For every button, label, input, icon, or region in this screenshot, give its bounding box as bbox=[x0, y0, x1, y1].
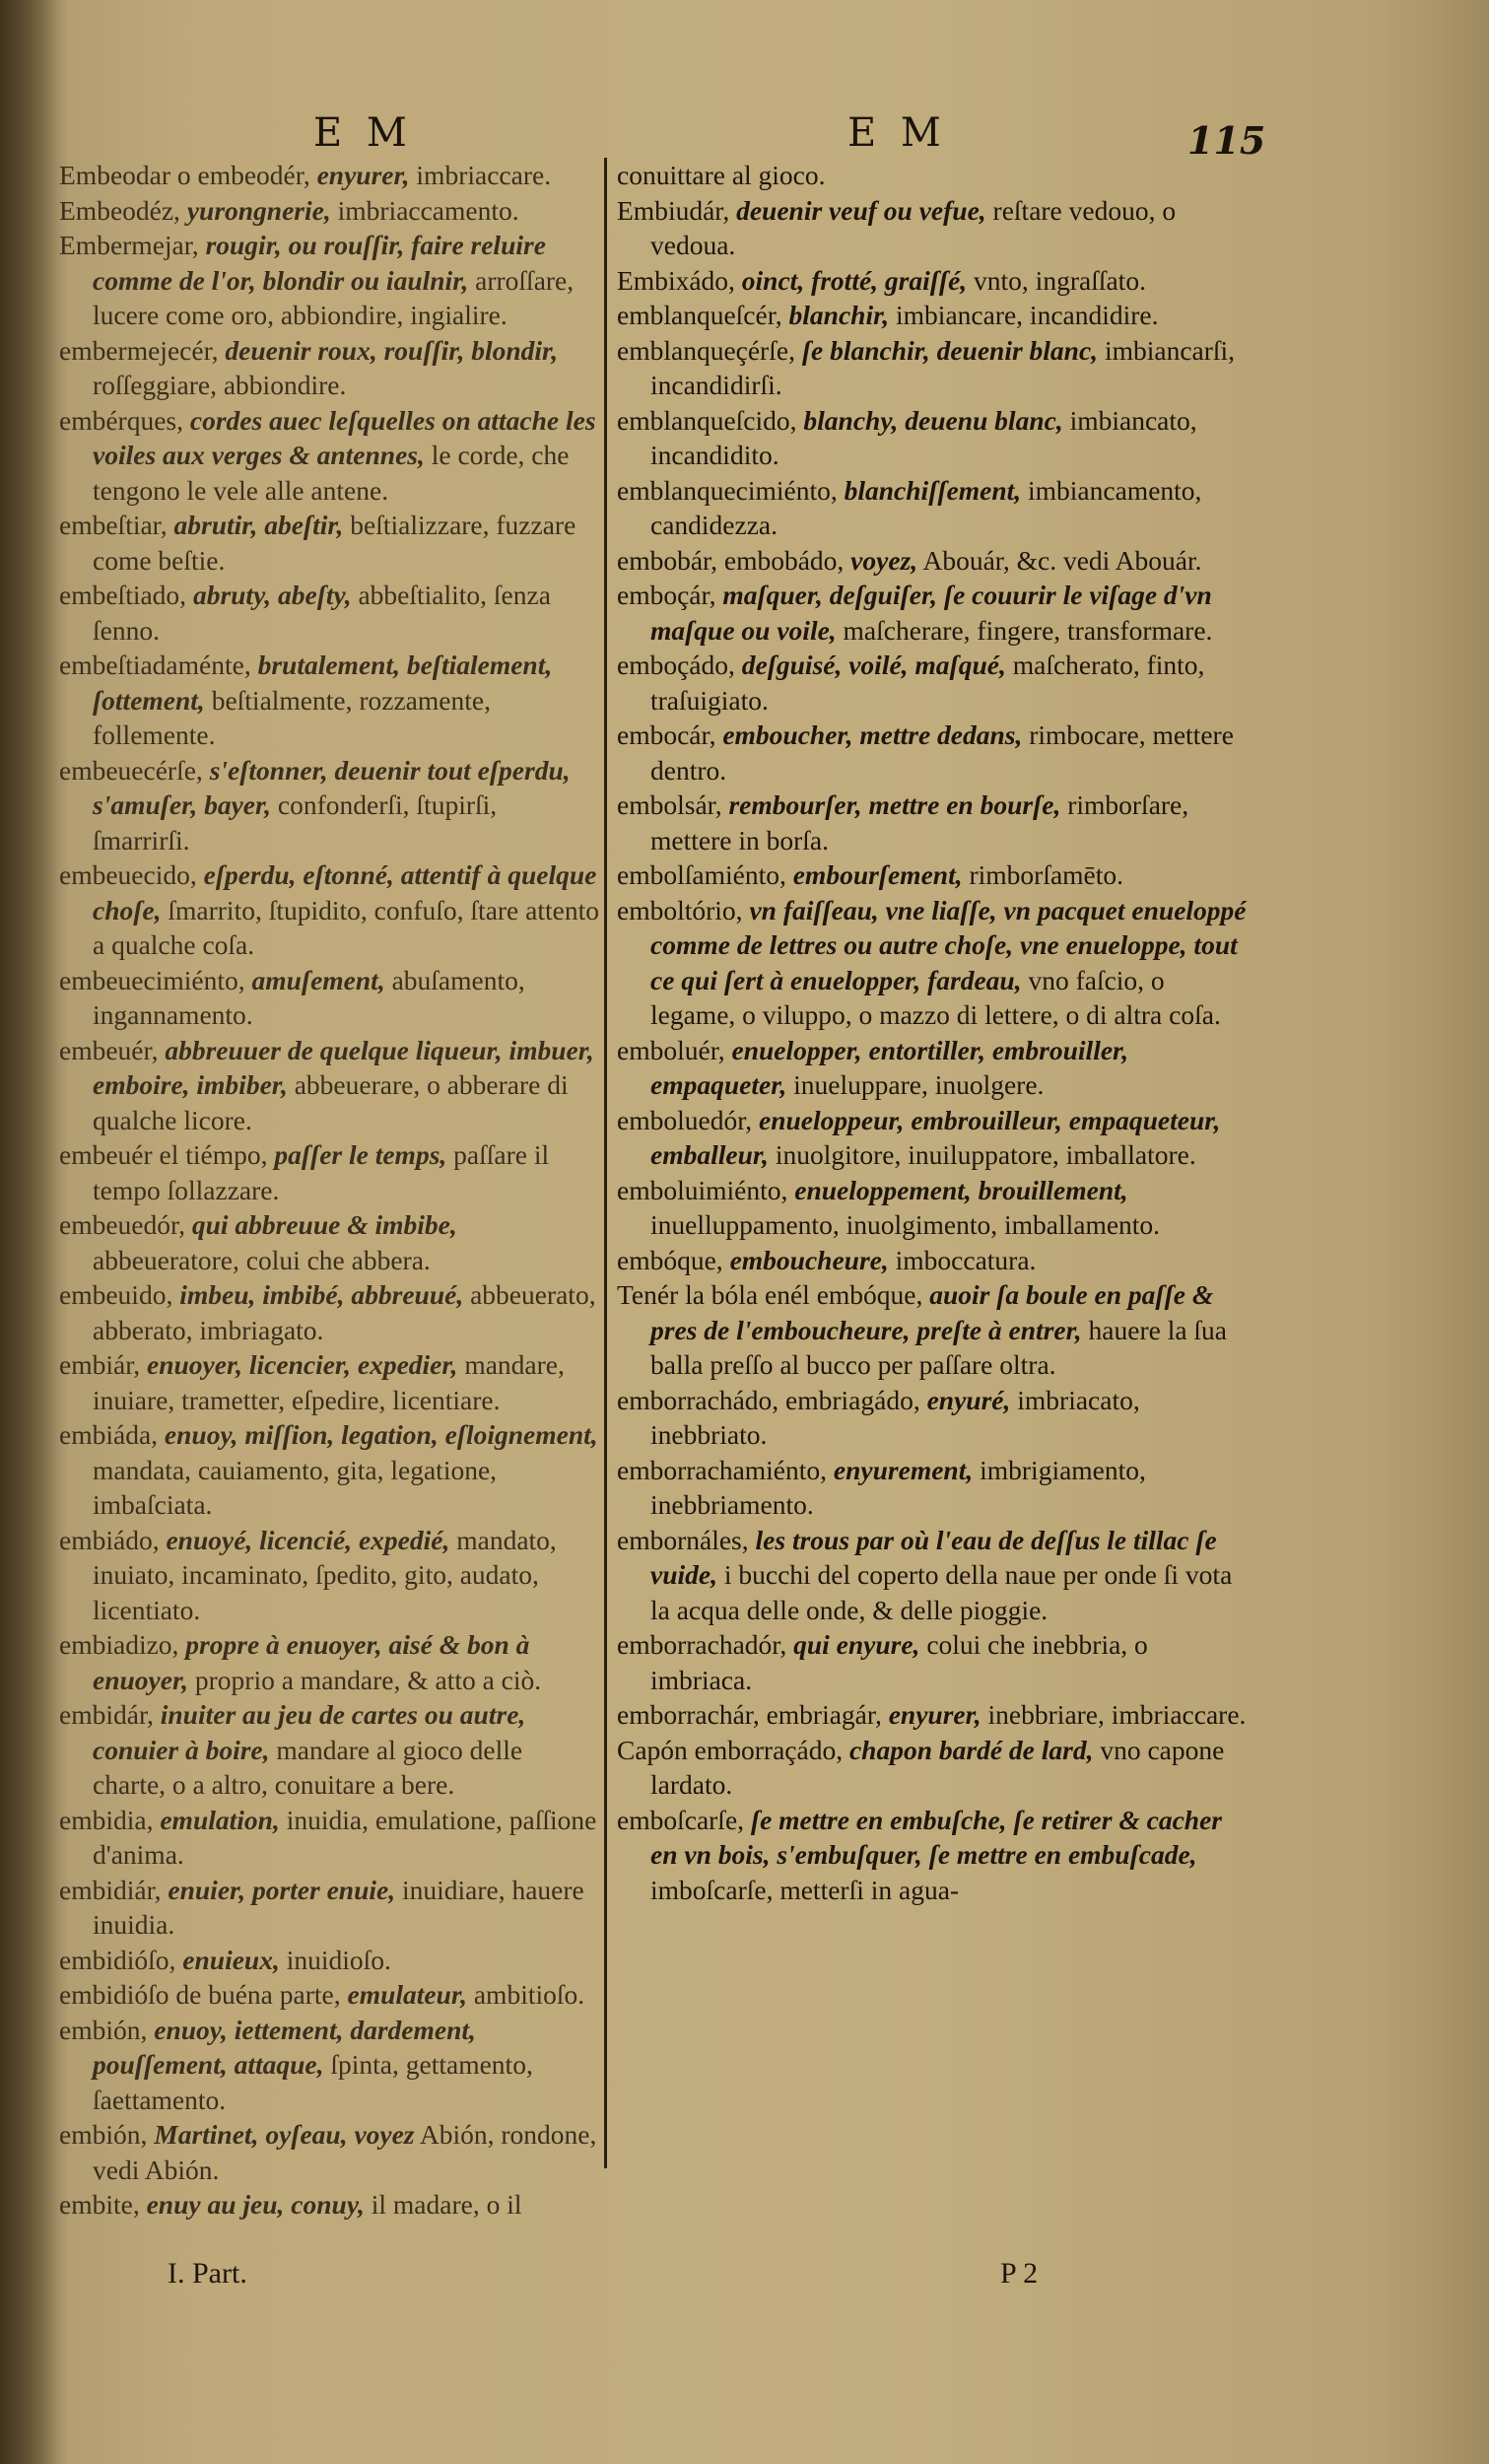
entry-french-gloss: enuoy, iettement, dardement, pouſſement, attaque, bbox=[93, 2014, 476, 2080]
entry-headword: embeuecido, bbox=[59, 859, 197, 890]
entry-italian-gloss: imbiancarſi, incandidirſi. bbox=[650, 334, 1236, 400]
entry-italian-gloss: vno faſcio, o legame, o viluppo, o mazzo di lettere, o di altra coſa. bbox=[650, 964, 1221, 1030]
entry-italian-gloss: mandare al gioco delle charte, o a altro, conuitare a bere. bbox=[93, 1734, 523, 1800]
entry-headword: embolſamiénto, bbox=[617, 859, 786, 890]
entry-headword: embeſtiar, bbox=[59, 510, 168, 540]
entry-italian-gloss: imbiancato, incandidito. bbox=[650, 404, 1197, 470]
entry-french-gloss: emboucheure, bbox=[729, 1244, 889, 1275]
entry-headword: embolsár, bbox=[617, 789, 722, 820]
dictionary-entry bbox=[59, 963, 599, 1033]
entry-headword: emblanqueçérſe, bbox=[617, 334, 795, 366]
dictionary-entry bbox=[617, 648, 1248, 718]
dictionary-entry bbox=[617, 787, 1248, 857]
entry-italian-gloss: il madare, o il bbox=[371, 2189, 522, 2220]
entry-french-gloss: qui abbreuue & imbibe, bbox=[191, 1209, 457, 1240]
entry-headword: Tenér la bóla enél embóque, bbox=[617, 1279, 923, 1310]
entry-headword: emblanqueſcido, bbox=[617, 404, 797, 436]
entry-french-gloss: enyurement, bbox=[833, 1454, 974, 1485]
entry-italian-gloss: roſſeggiare, abbiondire. bbox=[93, 370, 347, 400]
entry-french-gloss: ſe mettre en embuſche, ſe retirer & cacher en vn bois, s'embuſquer, ſe mettre en embuſcade, bbox=[650, 1804, 1222, 1870]
entry-headword: embobár, embobádo, bbox=[617, 544, 845, 576]
entry-french-gloss: enuoyé, licencié, expedié, bbox=[166, 1524, 450, 1555]
entry-italian-gloss: imbriaccamento. bbox=[337, 194, 519, 226]
dictionary-entry bbox=[59, 648, 599, 753]
entry-italian-gloss: paſſare il tempo ſollazzare. bbox=[93, 1139, 550, 1205]
entry-french-gloss: enyuré, bbox=[926, 1384, 1011, 1415]
dictionary-entry bbox=[617, 1803, 1248, 1908]
entry-headword: emboluér, bbox=[617, 1034, 725, 1065]
entry-french-gloss: enuy au jeu, conuy, bbox=[146, 2189, 365, 2220]
dictionary-entry bbox=[59, 753, 599, 858]
entry-headword: embidiár, bbox=[59, 1874, 162, 1905]
dictionary-entry bbox=[617, 333, 1248, 403]
entry-headword: Embixádo, bbox=[617, 264, 735, 296]
entry-french-gloss: paſſer le temps, bbox=[274, 1139, 447, 1170]
entry-italian-gloss: arroſſare, lucere come oro, abbiondire, ingialire. bbox=[93, 264, 575, 330]
entry-headword: Capón emborraçádo, bbox=[617, 1734, 844, 1765]
entry-french-gloss: qui enyure, bbox=[793, 1629, 920, 1660]
entry-italian-gloss: imbriacato, inebbriato. bbox=[650, 1384, 1140, 1450]
entry-italian-gloss: colui che inebbria, o imbriaca. bbox=[650, 1629, 1148, 1695]
entry-french-gloss: brutalement, beſtialement, ſottement, bbox=[93, 650, 553, 716]
entry-french-gloss: s'eſtonner, deuenir tout eſperdu, s'amuſer, bayer, bbox=[93, 754, 571, 820]
entry-french-gloss: ſe blanchir, deuenir blanc, bbox=[801, 334, 1099, 366]
entry-headword: embidióſo de buéna parte, bbox=[59, 1979, 341, 2010]
dictionary-entry bbox=[617, 1523, 1248, 1628]
entry-headword: embiáda, bbox=[59, 1419, 159, 1450]
left-signature-mark: I. Part. bbox=[168, 2257, 247, 2290]
entry-italian-gloss: inueluppare, inuolgere. bbox=[793, 1069, 1045, 1100]
dictionary-entry bbox=[59, 857, 599, 963]
dictionary-entry bbox=[617, 1277, 1248, 1383]
entry-french-gloss: emulateur, bbox=[347, 1979, 467, 2010]
entry-italian-gloss: imbiancare, incandidire. bbox=[896, 300, 1159, 330]
entry-italian-gloss: inuidioſo. bbox=[286, 1944, 391, 1975]
entry-italian-gloss: rimbocare, mettere dentro. bbox=[650, 719, 1234, 786]
entry-headword: emboluedór, bbox=[617, 1104, 753, 1135]
entry-french-gloss: yurongnerie, bbox=[186, 194, 331, 226]
entry-headword: emboçár, bbox=[617, 580, 716, 610]
entry-headword: embión, bbox=[59, 2119, 148, 2150]
entry-italian-gloss: maſcherare, fingere, transformare. bbox=[843, 614, 1213, 646]
entry-italian-gloss: inuidia, emulatione, paſſione d'anima. bbox=[93, 1804, 597, 1870]
entry-italian-gloss: inebbriare, imbriaccare. bbox=[987, 1699, 1247, 1730]
dictionary-entry bbox=[59, 1417, 599, 1523]
right-running-head: E M bbox=[847, 110, 947, 156]
entry-french-gloss: deuenir roux, rouſſir, blondir, bbox=[225, 334, 559, 366]
dictionary-entry bbox=[59, 1697, 599, 1803]
entry-french-gloss: enueloppeur, embrouilleur, empaqueteur, emballeur, bbox=[650, 1104, 1221, 1170]
entry-italian-gloss: beſtializzare, fuzzare come beſtie. bbox=[93, 510, 576, 576]
entry-headword: embión, bbox=[59, 2014, 148, 2045]
dictionary-entry bbox=[617, 473, 1248, 543]
entry-italian-gloss: imbriaccare. bbox=[416, 160, 552, 190]
entry-french-gloss: maſquer, deſguiſer, ſe couurir le viſage d'vn maſque ou voile, bbox=[650, 580, 1212, 646]
entry-italian-gloss: abbeuerare, o abberare di qualche licore. bbox=[93, 1069, 569, 1135]
entry-headword: embeſtiado, bbox=[59, 580, 187, 610]
right-signature-mark: P 2 bbox=[1000, 2257, 1039, 2290]
entry-french-gloss: vn faiſſeau, vne liaſſe, vn pacquet enueloppé comme de lettres ou autre choſe, vne enueloppe, tout ce qui ſert à enuelopper, fardeau, bbox=[650, 894, 1247, 995]
dictionary-entry bbox=[59, 333, 599, 403]
entry-headword: emblanquecimiénto, bbox=[617, 474, 838, 506]
entry-headword: embóque, bbox=[617, 1244, 723, 1275]
entry-headword: embite, bbox=[59, 2189, 140, 2220]
entry-french-gloss: emulation, bbox=[160, 1804, 280, 1835]
entry-french-gloss: rembourſer, mettre en bourſe, bbox=[728, 789, 1061, 820]
dictionary-entry bbox=[617, 263, 1248, 299]
dictionary-entry bbox=[59, 2013, 599, 2118]
entry-italian-gloss: imboſcarſe, metterſi in agua- bbox=[650, 1874, 960, 1905]
entry-headword: embeuedór, bbox=[59, 1209, 185, 1240]
dictionary-entry bbox=[59, 193, 599, 229]
entry-headword: embeuido, bbox=[59, 1279, 173, 1310]
entry-headword: embeuecimiénto, bbox=[59, 964, 245, 995]
entry-italian-gloss: inuolgitore, inuiluppatore, imballatore. bbox=[775, 1139, 1196, 1170]
entry-french-gloss: rougir, ou rouſſir, faire reluire comme de l'or, blondir ou iaulnir, bbox=[93, 230, 546, 296]
entry-french-gloss: blanchir, bbox=[788, 300, 890, 330]
entry-french-gloss: embourſement, bbox=[792, 859, 963, 890]
entry-italian-gloss: hauere la ſua balla preſſo al bucco per paſſare oltra. bbox=[650, 1314, 1228, 1380]
entry-french-gloss: enuoyer, licencier, expedier, bbox=[147, 1349, 458, 1380]
entry-italian-gloss: abbeueratore, colui che abbera. bbox=[93, 1244, 431, 1275]
entry-headword: emborrachadór, bbox=[617, 1629, 787, 1660]
entry-italian-gloss: confonderſi, ſtupirſi, ſmarrirſi. bbox=[93, 789, 498, 856]
entry-french-gloss: enueloppement, brouillement, bbox=[794, 1174, 1128, 1205]
entry-french-gloss: amuſement, bbox=[251, 964, 385, 995]
right-column bbox=[617, 158, 1248, 1907]
dictionary-entry bbox=[617, 1697, 1248, 1733]
entry-french-gloss: deſguisé, voilé, maſqué, bbox=[741, 650, 1006, 680]
left-column bbox=[59, 158, 599, 2223]
entry-french-gloss: abruty, abeſty, bbox=[192, 580, 352, 610]
entry-italian-gloss: abuſamento, ingannamento. bbox=[93, 964, 525, 1030]
entry-french-gloss: enyurer, bbox=[316, 160, 410, 190]
entry-italian-gloss: abbeſtialito, ſenza ſenno. bbox=[93, 580, 551, 646]
entry-italian-gloss: imboccatura. bbox=[895, 1244, 1037, 1275]
dictionary-entry bbox=[59, 228, 599, 333]
dictionary-entry bbox=[59, 1207, 599, 1277]
dictionary-entry bbox=[59, 1033, 599, 1138]
entry-italian-gloss: maſcherato, finto, traſuigiato. bbox=[650, 650, 1205, 716]
entry-french-gloss: inuiter au jeu de cartes ou autre, conuier à boire, bbox=[93, 1699, 526, 1765]
entry-headword: embiádo, bbox=[59, 1524, 160, 1555]
entry-french-gloss: voyez, bbox=[850, 544, 918, 576]
entry-french-gloss: cordes auec leſquelles on attache les voiles aux verges & antennes, bbox=[93, 404, 596, 470]
entry-headword: emboſcarſe, bbox=[617, 1804, 745, 1835]
entry-italian-gloss: conuittare al gioco. bbox=[617, 160, 826, 190]
entry-italian-gloss: Abión, rondone, vedi Abión. bbox=[93, 2119, 597, 2185]
entry-french-gloss: enuier, porter enuie, bbox=[168, 1874, 396, 1905]
dictionary-entry bbox=[59, 1277, 599, 1347]
entry-headword: embiár, bbox=[59, 1349, 141, 1380]
dictionary-entry bbox=[617, 158, 1248, 193]
page-number: 115 bbox=[1187, 118, 1266, 163]
dictionary-entry bbox=[59, 578, 599, 648]
entry-french-gloss: abbreuuer de quelque liqueur, imbuer, emboire, imbiber, bbox=[93, 1034, 594, 1100]
entry-italian-gloss: abbeuerato, abberato, imbriagato. bbox=[93, 1279, 596, 1345]
entry-headword: embidióſo, bbox=[59, 1944, 176, 1975]
entry-italian-gloss: proprio a mandare, & atto a ciò. bbox=[194, 1664, 542, 1695]
entry-italian-gloss: vno capone lardato. bbox=[650, 1734, 1225, 1800]
entry-italian-gloss: inuelluppamento, inuolgimento, imballamento. bbox=[650, 1209, 1161, 1240]
dictionary-entry bbox=[59, 2117, 599, 2187]
dictionary-entry bbox=[617, 578, 1248, 648]
dictionary-entry bbox=[59, 508, 599, 578]
entry-headword: emborrachamiénto, bbox=[617, 1454, 828, 1485]
entry-headword: embiadizo, bbox=[59, 1629, 179, 1660]
entry-headword: embidár, bbox=[59, 1699, 154, 1730]
dictionary-entry bbox=[617, 1383, 1248, 1453]
dictionary-entry bbox=[617, 718, 1248, 787]
entry-headword: embornáles, bbox=[617, 1524, 749, 1555]
entry-headword: embidia, bbox=[59, 1804, 154, 1835]
entry-headword: Embeodéz, bbox=[59, 194, 180, 226]
dictionary-entry bbox=[59, 1803, 599, 1873]
entry-headword: embeuecérſe, bbox=[59, 754, 203, 786]
entry-headword: embeſtiadaménte, bbox=[59, 650, 251, 680]
entry-french-gloss: Martinet, oyſeau, voyez bbox=[154, 2119, 415, 2150]
entry-french-gloss: propre à enuoyer, aisé & bon à enuoyer, bbox=[93, 1629, 530, 1695]
entry-italian-gloss: mandare, inuiare, trametter, eſpedire, licentiare. bbox=[93, 1349, 565, 1415]
entry-italian-gloss: ambitioſo. bbox=[473, 1979, 585, 2010]
dictionary-entry bbox=[617, 543, 1248, 579]
entry-french-gloss: enuieux, bbox=[182, 1944, 280, 1975]
entry-french-gloss: imbeu, imbibé, abbreuué, bbox=[179, 1279, 464, 1310]
entry-italian-gloss: beſtialmente, rozzamente, follemente. bbox=[93, 684, 491, 750]
dictionary-entry bbox=[59, 1627, 599, 1697]
dictionary-entry bbox=[617, 1243, 1248, 1278]
entry-headword: embérques, bbox=[59, 404, 183, 436]
dictionary-entry bbox=[617, 1103, 1248, 1173]
entry-headword: embermejecér, bbox=[59, 334, 219, 366]
entry-italian-gloss: vnto, ingraſſato. bbox=[974, 264, 1146, 296]
entry-italian-gloss: mandata, cauiamento, gita, legatione, imbaſciata. bbox=[93, 1454, 498, 1520]
dictionary-entry bbox=[59, 1943, 599, 1978]
entry-french-gloss: emboucher, mettre dedans, bbox=[722, 719, 1023, 750]
entry-french-gloss: auoir ſa boule en paſſe & pres de l'emboucheure, preſte à entrer, bbox=[650, 1279, 1214, 1345]
dictionary-entry bbox=[617, 193, 1248, 263]
dictionary-entry bbox=[59, 403, 599, 509]
dictionary-entry bbox=[617, 1627, 1248, 1697]
entry-italian-gloss: ſmarrito, ſtupidito, confuſo, ſtare attento a qualche coſa. bbox=[93, 894, 599, 960]
column-divider bbox=[604, 158, 607, 2168]
entry-french-gloss: les trous par où l'eau de deſſus le tillac ſe vuide, bbox=[650, 1524, 1217, 1590]
dictionary-entry bbox=[59, 1873, 599, 1943]
entry-italian-gloss: le corde, che tengono le vele alle antene. bbox=[93, 440, 570, 506]
entry-french-gloss: deuenir veuf ou vefue, bbox=[736, 194, 986, 226]
entry-italian-gloss: reſtare vedouo, o vedoua. bbox=[650, 194, 1177, 260]
dictionary-entry bbox=[617, 1453, 1248, 1523]
dictionary-entry bbox=[617, 893, 1248, 1033]
entry-french-gloss: eſperdu, eſtonné, attentif à quelque choſe, bbox=[93, 859, 597, 925]
dictionary-entry bbox=[59, 1137, 599, 1207]
gutter-shadow bbox=[0, 0, 59, 2464]
dictionary-entry bbox=[59, 1977, 599, 2013]
dictionary-entry bbox=[59, 158, 599, 193]
entry-italian-gloss: Abouár, &c. vedi Abouár. bbox=[922, 544, 1202, 576]
entry-french-gloss: blanchy, deuenu blanc, bbox=[803, 404, 1063, 436]
dictionary-entry bbox=[617, 403, 1248, 473]
entry-headword: emboluimiénto, bbox=[617, 1174, 788, 1205]
entry-french-gloss: abrutir, abeſtir, bbox=[173, 510, 344, 540]
entry-french-gloss: enyurer, bbox=[888, 1699, 981, 1730]
entry-headword: emboçádo, bbox=[617, 650, 735, 680]
dictionary-entry bbox=[617, 1033, 1248, 1103]
entry-italian-gloss: ſpinta, gettamento, ſaettamento. bbox=[93, 2049, 533, 2115]
entry-headword: emborrachár, embriagár, bbox=[617, 1699, 882, 1730]
entry-headword: emborrachádo, embriagádo, bbox=[617, 1384, 920, 1415]
entry-headword: emblanqueſcér, bbox=[617, 300, 782, 330]
dictionary-entry bbox=[59, 1523, 599, 1628]
entry-headword: Embeodar o embeodér, bbox=[59, 160, 310, 190]
entry-french-gloss: oinct, frotté, graiſſé, bbox=[741, 264, 968, 296]
entry-french-gloss: enuoy, miſſion, legation, eſloignement, bbox=[164, 1419, 598, 1450]
entry-headword: Embermejar, bbox=[59, 230, 199, 260]
entry-headword: emboltório, bbox=[617, 894, 743, 925]
left-running-head: E M bbox=[313, 110, 413, 156]
entry-italian-gloss: inuidiare, hauere inuidia. bbox=[93, 1874, 584, 1940]
entry-french-gloss: blanchiſſement, bbox=[844, 474, 1022, 506]
entry-headword: embocár, bbox=[617, 719, 716, 750]
dictionary-entry bbox=[617, 298, 1248, 333]
entry-headword: embeuér el tiémpo, bbox=[59, 1139, 268, 1170]
entry-french-gloss: enuelopper, entortiller, embrouiller, empaqueter, bbox=[650, 1034, 1129, 1100]
entry-italian-gloss: imbiancamento, candidezza. bbox=[650, 474, 1202, 540]
dictionary-entry bbox=[59, 1347, 599, 1417]
entry-headword: embeuér, bbox=[59, 1034, 159, 1065]
dictionary-entry bbox=[617, 1733, 1248, 1803]
dictionary-entry bbox=[617, 1173, 1248, 1243]
dictionary-entry bbox=[59, 2187, 599, 2223]
entry-italian-gloss: mandato, inuiato, incaminato, ſpedito, gito, audato, licentiato. bbox=[93, 1524, 557, 1625]
entry-italian-gloss: imbrigiamento, inebbriamento. bbox=[650, 1454, 1146, 1520]
entry-italian-gloss: rimborſare, mettere in borſa. bbox=[650, 789, 1189, 856]
entry-italian-gloss: i bucchi del coperto della naue per onde ſi vota la acqua delle onde, & delle pioggie. bbox=[650, 1559, 1233, 1625]
entry-italian-gloss: rimborſamēto. bbox=[969, 859, 1124, 890]
dictionary-entry bbox=[617, 857, 1248, 893]
entry-french-gloss: chapon bardé de lard, bbox=[848, 1734, 1094, 1765]
entry-headword: Embiudár, bbox=[617, 194, 730, 226]
